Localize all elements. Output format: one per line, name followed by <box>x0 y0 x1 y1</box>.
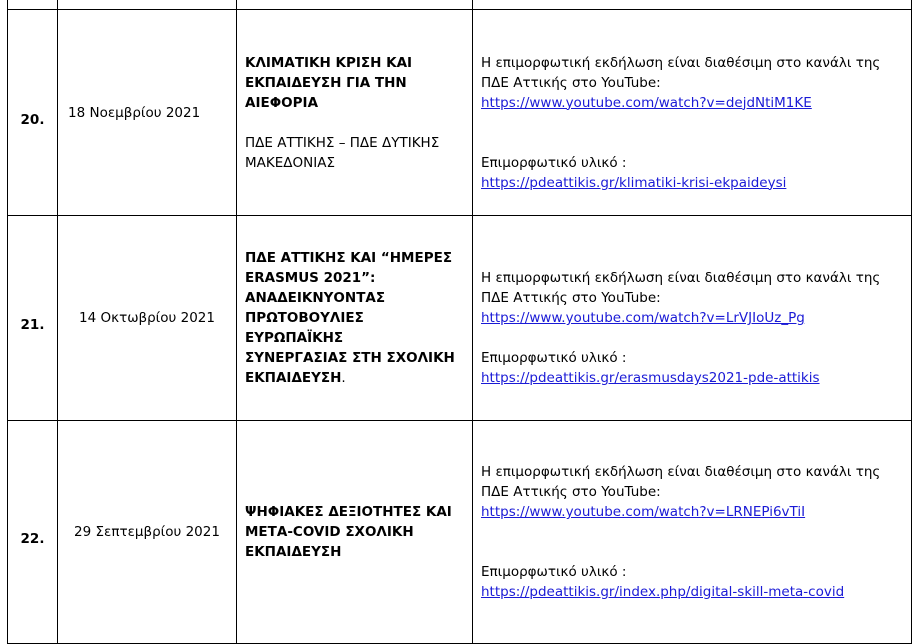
event-title-cell <box>237 10 473 216</box>
table-row-previous <box>8 0 912 10</box>
event-title-line: ΚΛΙΜΑΤΙΚΗ ΚΡΙΣΗ ΚΑΙ <box>245 54 413 71</box>
cell-empty <box>237 0 473 10</box>
event-date <box>58 10 237 216</box>
info-text: ΠΔΕ Αττικής στο YouTube: <box>481 74 661 91</box>
cell-empty <box>473 0 912 10</box>
event-organizers-line: ΜΑΚΕΔΟΝΙΑΣ <box>245 154 335 171</box>
material-label: Επιμορφωτικό υλικό : <box>481 350 627 366</box>
event-title-line: ΑΙΕΦΟΡΙΑ <box>245 94 319 111</box>
youtube-link[interactable]: https://www.youtube.com/watch?v=LRNEPi6vTiI <box>481 504 806 520</box>
event-date <box>58 421 237 644</box>
table-row <box>8 10 912 216</box>
event-date <box>58 216 237 421</box>
table-row <box>8 216 912 421</box>
event-title-cell <box>237 421 473 644</box>
material-label: Επιμορφωτικό υλικό : <box>481 564 627 580</box>
cell-empty <box>8 0 58 10</box>
youtube-link[interactable]: https://www.youtube.com/watch?v=LrVJIoUz_Pg <box>481 310 805 326</box>
info-text: Η επιμορφωτική εκδήλωση είναι διαθέσιμη στο κανάλι της <box>481 270 881 286</box>
material-link[interactable]: https://pdeattikis.gr/erasmusdays2021-pde-attikis <box>481 370 820 386</box>
material-link[interactable]: https://pdeattikis.gr/index.php/digital-skill-meta-covid <box>481 584 845 600</box>
table-row <box>8 421 912 644</box>
youtube-link[interactable]: https://www.youtube.com/watch?v=dejdNtiM1KE <box>481 94 812 111</box>
info-text: Η επιμορφωτική εκδήλωση είναι διαθέσιμη στο κανάλι της <box>481 54 881 71</box>
material-link[interactable]: https://pdeattikis.gr/klimatiki-krisi-ekpaideysi <box>481 174 787 191</box>
event-title-cell <box>237 216 473 421</box>
event-title-line: ΨΗΦΙΑΚΕΣ ΔΕΞΙΟΤΗΤΕΣ ΚΑΙ <box>245 504 452 520</box>
event-date-text: 14 Οκτωβρίου 2021 <box>79 310 215 326</box>
row-number: 22. <box>8 421 58 644</box>
events-table <box>7 0 912 644</box>
event-title-line: ERASMUS 2021”: <box>245 270 376 286</box>
event-date-text: 29 Σεπτεμβρίου 2021 <box>74 524 220 540</box>
info-text: ΠΔΕ Αττικής στο YouTube: <box>481 290 661 306</box>
event-title-line: ΠΡΩΤΟΒΟΥΛΙΕΣ ΕΥΡΩΠΑΪΚΗΣ <box>245 310 364 346</box>
event-title-line: ΠΔΕ ΑΤΤΙΚΗΣ ΚΑΙ “ΗΜΕΡΕΣ <box>245 250 453 266</box>
event-title-line: ΜΕΤΑ-COVID ΣΧΟΛΙΚΗ <box>245 524 414 540</box>
event-date-text: 18 Νοεμβρίου 2021 <box>68 104 201 121</box>
event-title-line: ΣΥΝΕΡΓΑΣΙΑΣ ΣΤΗ ΣΧΟΛΙΚΗ <box>245 350 455 366</box>
row-number: 21. <box>8 216 58 421</box>
event-title-tail: . <box>341 370 346 386</box>
material-label: Επιμορφωτικό υλικό : <box>481 154 627 171</box>
event-title-line: ΑΝΑΔΕΙΚΝΥΟΝΤΑΣ <box>245 290 386 306</box>
event-info-cell <box>473 421 912 644</box>
event-info-cell <box>473 216 912 421</box>
row-number: 20. <box>8 10 58 216</box>
info-text: Η επιμορφωτική εκδήλωση είναι διαθέσιμη στο κανάλι της <box>481 464 881 480</box>
event-title-line-bold: ΕΚΠΑΙΔΕΥΣΗ <box>245 370 342 386</box>
event-title-line: ΕΚΠΑΙΔΕΥΣΗ <box>245 544 342 560</box>
event-title-line: ΕΚΠΑΙΔΕΥΣΗ ΓΙΑ ΤΗΝ <box>245 74 407 91</box>
event-title-line <box>245 368 464 388</box>
info-text: ΠΔΕ Αττικής στο YouTube: <box>481 484 661 500</box>
event-info-cell <box>473 10 912 216</box>
event-organizers-line: ΠΔΕ ΑΤΤΙΚΗΣ – ΠΔΕ ΔΥΤΙΚΗΣ <box>245 134 440 151</box>
cell-empty <box>58 0 237 10</box>
